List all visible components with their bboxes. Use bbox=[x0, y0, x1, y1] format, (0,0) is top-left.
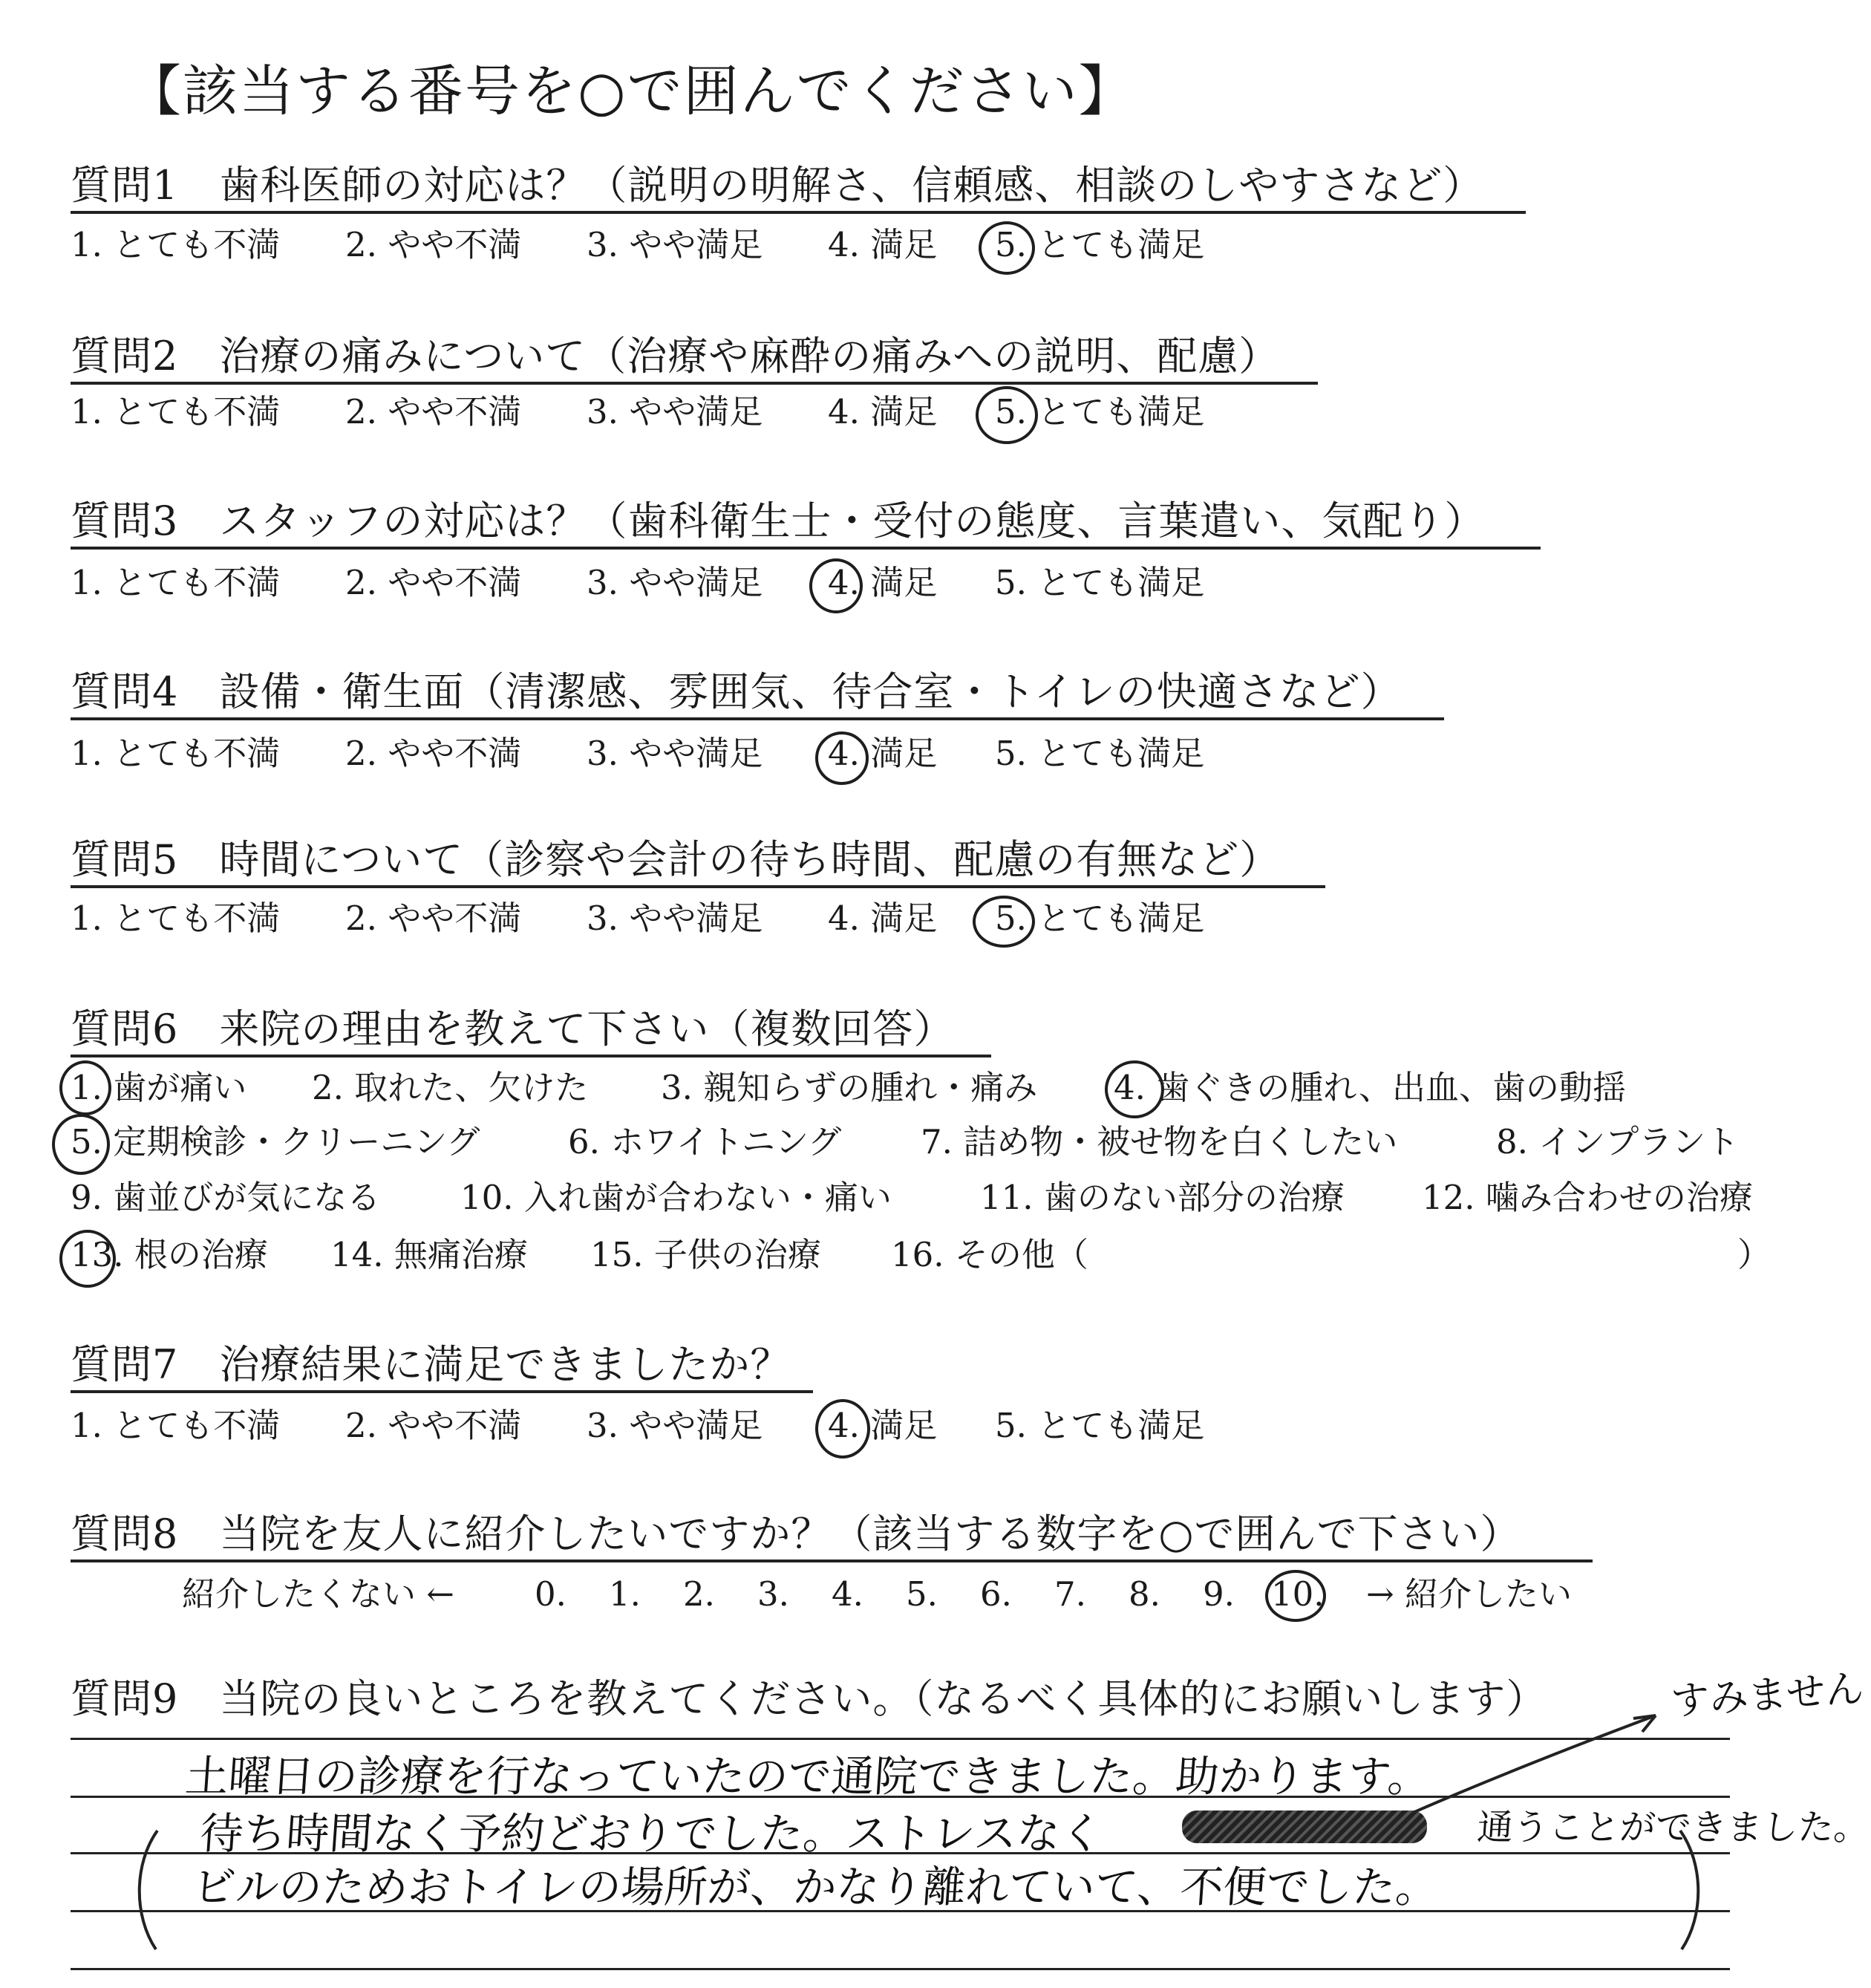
q8-right-label: → 紹介したい bbox=[1366, 1574, 1573, 1614]
q9-annotation: すみません bbox=[1669, 1666, 1866, 1724]
q4-opt-2[interactable]: 2. やや不満 bbox=[345, 734, 522, 773]
q8-num-10[interactable]: 10. bbox=[1271, 1574, 1325, 1614]
q8-left-label: 紹介したくない ← bbox=[182, 1574, 455, 1614]
q3-opt-4[interactable]: 4. 満足 bbox=[828, 563, 938, 602]
q7-opt-4[interactable]: 4. 満足 bbox=[828, 1406, 938, 1445]
q1-opt-4[interactable]: 4. 満足 bbox=[828, 225, 938, 264]
q3-answer-circle bbox=[809, 558, 863, 613]
q6-answer-circle-1 bbox=[59, 1060, 111, 1115]
q1-opt-2[interactable]: 2. やや不満 bbox=[345, 225, 522, 264]
q4-opt-3[interactable]: 3. やや満足 bbox=[587, 734, 763, 773]
q9-handwritten-line-3: ビルのためおトイレの場所が、かなり離れていて、不便でした。 bbox=[191, 1862, 1440, 1912]
q8-title: 質問8 当院を友人に紹介したいですか？（該当する数字を○で囲んで下さい） bbox=[71, 1510, 1521, 1557]
q6-underline bbox=[71, 1055, 991, 1057]
q6-opt-3[interactable]: 3. 親知らずの腫れ・痛み bbox=[661, 1068, 1038, 1107]
q9-title: 質問9 当院の良いところを教えてください。（なるべく具体的にお願いします） bbox=[71, 1675, 1547, 1722]
page-title: 【該当する番号を○で囲んでください】 bbox=[126, 59, 1135, 123]
q9-rule-2 bbox=[71, 1796, 1730, 1798]
q6-opt-11[interactable]: 11. 歯のない部分の治療 bbox=[980, 1178, 1345, 1217]
q6-opt-16[interactable]: 16. その他（ bbox=[891, 1235, 1088, 1274]
q7-title: 質問7 治療結果に満足できましたか？ bbox=[71, 1341, 791, 1388]
q6-answer-circle-4 bbox=[1105, 1060, 1164, 1118]
q9-rule-5 bbox=[71, 1968, 1730, 1970]
q8-num-1[interactable]: 1. bbox=[609, 1574, 641, 1614]
q2-answer-circle bbox=[976, 386, 1038, 444]
q3-opt-3[interactable]: 3. やや満足 bbox=[587, 563, 763, 602]
q5-answer-circle bbox=[973, 896, 1035, 948]
q8-num-2[interactable]: 2. bbox=[683, 1574, 715, 1614]
left-paren-mark bbox=[134, 1827, 163, 1953]
q8-num-4[interactable]: 4. bbox=[832, 1574, 863, 1614]
q8-underline bbox=[71, 1560, 1593, 1562]
q6-answer-circle-5 bbox=[52, 1114, 110, 1175]
q4-opt-1[interactable]: 1. とても不満 bbox=[71, 734, 281, 773]
q1-underline bbox=[71, 211, 1526, 214]
q5-opt-5[interactable]: 5. とても満足 bbox=[995, 899, 1205, 938]
q1-opt-1[interactable]: 1. とても不満 bbox=[71, 225, 281, 264]
q2-opt-2[interactable]: 2. やや不満 bbox=[345, 392, 522, 431]
q9-handwritten-line-2b: 通うことができました。 bbox=[1475, 1807, 1871, 1848]
q1-answer-circle bbox=[979, 221, 1035, 275]
q7-opt-3[interactable]: 3. やや満足 bbox=[587, 1406, 763, 1445]
q6-opt-7[interactable]: 7. 詰め物・被せ物を白くしたい bbox=[921, 1122, 1398, 1161]
q7-opt-1[interactable]: 1. とても不満 bbox=[71, 1406, 281, 1445]
q5-title: 質問5 時間について（診察や会計の待ち時間、配慮の有無など） bbox=[71, 836, 1281, 883]
q2-opt-1[interactable]: 1. とても不満 bbox=[71, 392, 281, 431]
q9-rule-4 bbox=[71, 1910, 1730, 1912]
q2-underline bbox=[71, 382, 1318, 385]
q8-num-9[interactable]: 9. bbox=[1203, 1574, 1235, 1614]
q7-opt-5[interactable]: 5. とても満足 bbox=[995, 1406, 1205, 1445]
q9-handwritten-line-2: 待ち時間なく予約どおりでした。ストレスなく bbox=[198, 1808, 1106, 1859]
q1-opt-3[interactable]: 3. やや満足 bbox=[587, 225, 763, 264]
q7-underline bbox=[71, 1390, 813, 1393]
q8-answer-circle bbox=[1265, 1570, 1326, 1622]
q8-num-3[interactable]: 3. bbox=[757, 1574, 789, 1614]
q5-underline bbox=[71, 885, 1325, 888]
q6-opt-16-close: ） bbox=[1737, 1235, 1772, 1274]
q9-rule-1 bbox=[71, 1738, 1730, 1740]
q4-opt-5[interactable]: 5. とても満足 bbox=[995, 734, 1205, 773]
q3-underline bbox=[71, 547, 1541, 550]
q4-underline bbox=[71, 717, 1444, 720]
q6-answer-circle-13 bbox=[59, 1230, 116, 1288]
q1-opt-5[interactable]: 5. とても満足 bbox=[995, 225, 1205, 264]
q6-opt-15[interactable]: 15. 子供の治療 bbox=[590, 1235, 821, 1274]
q2-title: 質問2 治療の痛みについて（治療や麻酔の痛みへの説明、配慮） bbox=[71, 333, 1280, 379]
q2-opt-3[interactable]: 3. やや満足 bbox=[587, 392, 763, 431]
q8-num-8[interactable]: 8. bbox=[1129, 1574, 1160, 1614]
q3-opt-5[interactable]: 5. とても満足 bbox=[995, 563, 1205, 602]
q6-opt-1[interactable]: 1. 歯が痛い bbox=[71, 1068, 247, 1107]
right-paren-mark bbox=[1674, 1827, 1704, 1953]
q6-opt-2[interactable]: 2. 取れた、欠けた bbox=[312, 1068, 589, 1107]
q7-answer-circle bbox=[815, 1399, 870, 1459]
q5-opt-4[interactable]: 4. 満足 bbox=[828, 899, 938, 938]
q4-opt-4[interactable]: 4. 満足 bbox=[828, 734, 938, 773]
q6-opt-10[interactable]: 10. 入れ歯が合わない・痛い bbox=[460, 1178, 892, 1217]
q2-opt-5[interactable]: 5. とても満足 bbox=[995, 392, 1205, 431]
q9-handwritten-line-1: 土曜日の診療を行なっていたので通院できました。助かります。 bbox=[183, 1751, 1433, 1802]
q3-opt-1[interactable]: 1. とても不満 bbox=[71, 563, 281, 602]
q6-opt-8[interactable]: 8. インプラント bbox=[1496, 1122, 1740, 1161]
q3-title: 質問3 スタッフの対応は？（歯科衛生士・受付の態度、言葉遣い、気配り） bbox=[71, 498, 1486, 544]
q5-opt-3[interactable]: 3. やや満足 bbox=[587, 899, 763, 938]
q4-answer-circle bbox=[815, 731, 869, 785]
q5-opt-1[interactable]: 1. とても不満 bbox=[71, 899, 281, 938]
q6-opt-9[interactable]: 9. 歯並びが気になる bbox=[71, 1178, 381, 1217]
q6-opt-5[interactable]: 5. 定期検診・クリーニング bbox=[71, 1122, 480, 1161]
crossed-out-scribble bbox=[1182, 1811, 1427, 1843]
q8-num-0[interactable]: 0. bbox=[535, 1574, 566, 1614]
q6-title: 質問6 来院の理由を教えて下さい（複数回答） bbox=[71, 1006, 955, 1052]
q6-opt-4[interactable]: 4. 歯ぐきの腫れ、出血、歯の動揺 bbox=[1114, 1068, 1626, 1107]
q3-opt-2[interactable]: 2. やや不満 bbox=[345, 563, 522, 602]
q7-opt-2[interactable]: 2. やや不満 bbox=[345, 1406, 522, 1445]
q6-opt-12[interactable]: 12. 噛み合わせの治療 bbox=[1422, 1178, 1753, 1217]
q8-num-7[interactable]: 7. bbox=[1054, 1574, 1086, 1614]
q6-opt-13[interactable]: 13. 根の治療 bbox=[71, 1235, 268, 1274]
q4-title: 質問4 設備・衛生面（清潔感、雰囲気、待合室・トイレの快適さなど） bbox=[71, 668, 1402, 715]
q2-opt-4[interactable]: 4. 満足 bbox=[828, 392, 938, 431]
q6-opt-6[interactable]: 6. ホワイトニング bbox=[568, 1122, 842, 1161]
q8-num-6[interactable]: 6. bbox=[980, 1574, 1012, 1614]
q6-opt-14[interactable]: 14. 無痛治療 bbox=[330, 1235, 528, 1274]
q8-num-5[interactable]: 5. bbox=[906, 1574, 938, 1614]
q1-title: 質問1 歯科医師の対応は？（説明の明解さ、信頼感、相談のしやすさなど） bbox=[71, 162, 1484, 209]
q5-opt-2[interactable]: 2. やや不満 bbox=[345, 899, 522, 938]
